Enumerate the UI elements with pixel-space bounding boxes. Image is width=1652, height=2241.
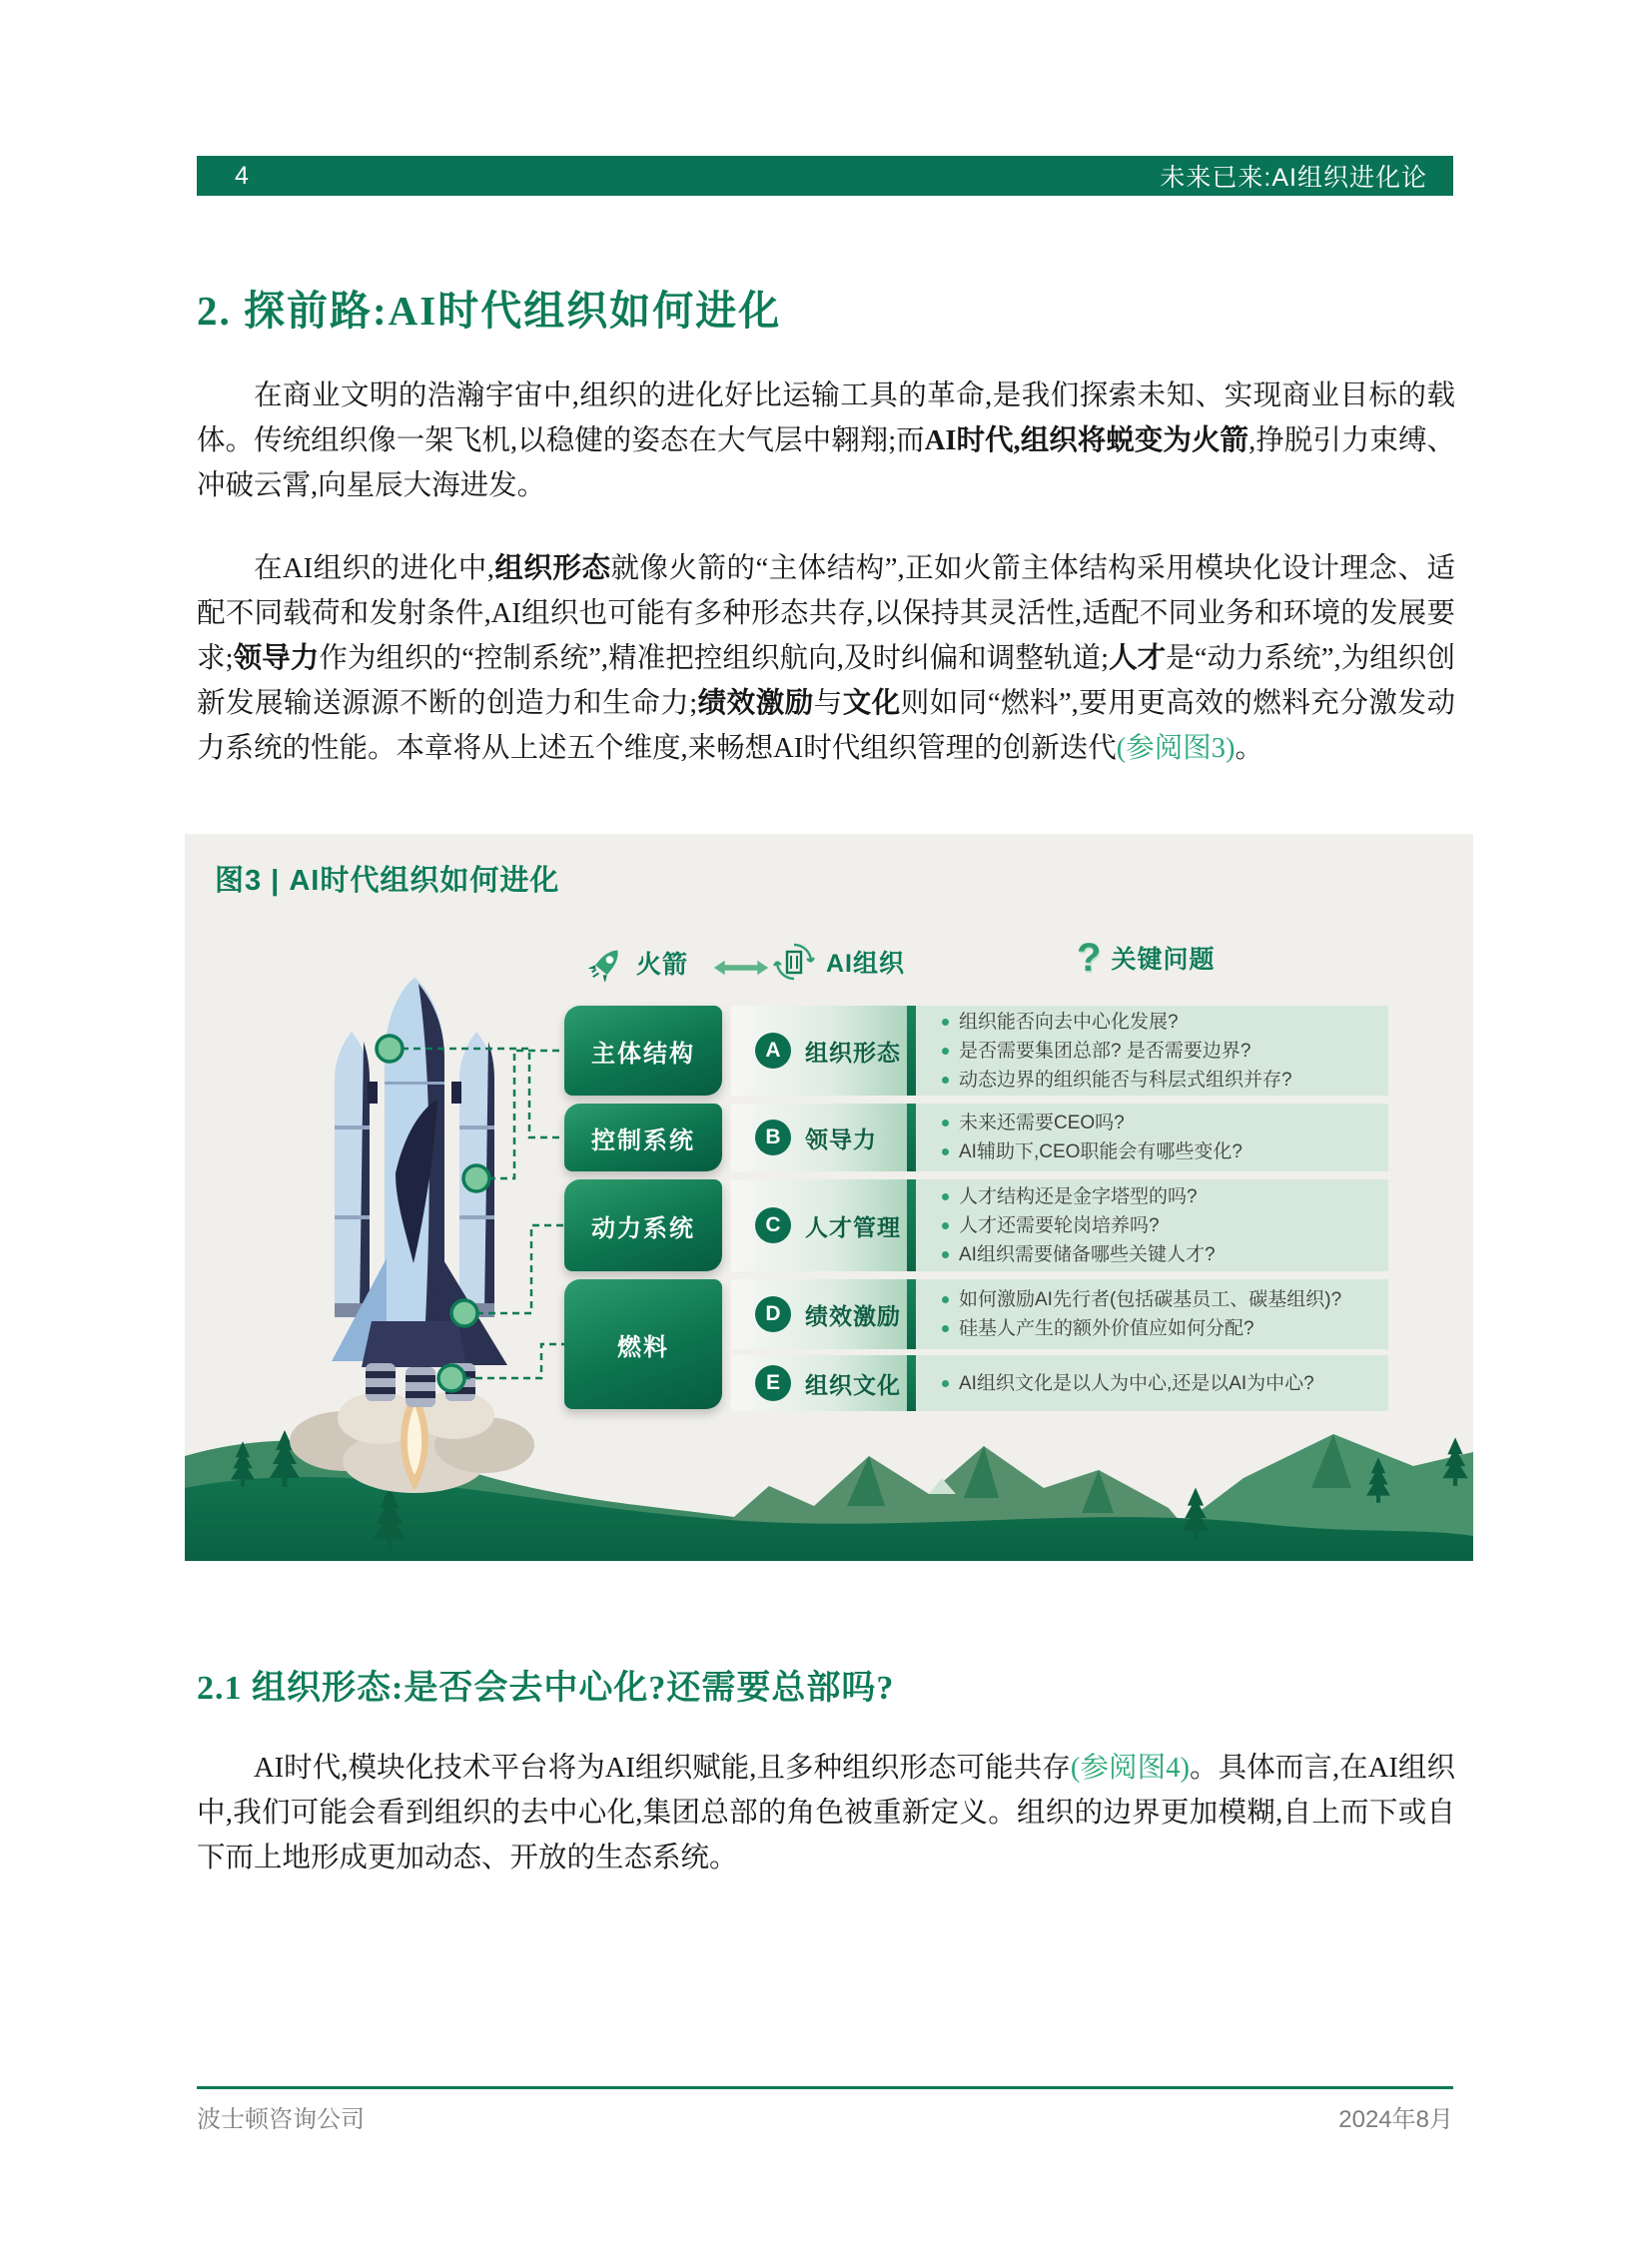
key-questions-box (916, 1006, 1388, 1096)
question-item: 硅基人产生的额外价值应如何分配? (942, 1315, 1380, 1342)
legend-rocket-label: 火箭 (636, 951, 689, 979)
legend-questions-label: 关键问题 (1111, 946, 1216, 974)
section-2-heading: 2. 探前路:AI时代组织如何进化 (197, 288, 782, 334)
key-questions-box (916, 1355, 1388, 1411)
dimension-letter-badge: A (755, 1033, 791, 1069)
question-item: 动态边界的组织能否与科层式组织并存? (942, 1067, 1380, 1094)
figure4-reference-link[interactable]: (参阅图4) (1070, 1753, 1190, 1784)
paragraph-3 (197, 1746, 1455, 1880)
paragraph-2-bold: 人才 (1109, 643, 1167, 674)
rocket-part-box: 控制系统 (564, 1104, 722, 1171)
paragraph-2-text: 。 (1235, 733, 1263, 764)
dimension-box (731, 1279, 916, 1349)
page-footer (197, 2099, 1453, 2134)
key-questions-box (916, 1179, 1388, 1271)
dimension-label: 领导力 (805, 1125, 877, 1152)
paragraph-2 (197, 546, 1455, 771)
dimension-letter-badge: E (755, 1365, 791, 1401)
dimension-box (731, 1179, 916, 1271)
rocket-part-box: 主体结构 (564, 1006, 722, 1096)
legend-org (772, 940, 905, 984)
paragraph-2-text: 在AI组织的进化中, (254, 553, 494, 584)
footer-company: 波士顿咨询公司 (197, 2106, 365, 2133)
paragraph-3-text: 。具体而言,在AI组织中,我们可能会看到组织的去中心化,集团总部的角色被重新定义。组织的边界更加模糊,自上而下或自下而上地形成更加动态、开放的生态系统。 (197, 1753, 1455, 1873)
dimension-label: 组织文化 (805, 1371, 901, 1398)
footer-date: 2024年8月 (1338, 2106, 1453, 2133)
shuttle-body (385, 978, 444, 1321)
dimension-box (731, 1006, 916, 1096)
question-mark-icon: ? (1077, 936, 1102, 980)
question-item: 未来还需要CEO吗? (942, 1110, 1380, 1136)
paragraph-2-bold: 文化 (842, 688, 901, 719)
question-item: 人才结构还是金字塔型的吗? (942, 1183, 1380, 1210)
dimension-letter-badge: C (755, 1207, 791, 1243)
dimension-label: 人才管理 (805, 1213, 901, 1240)
paragraph-1-text: 在商业文明的浩瀚宇宙中,组织的进化好比运输工具的革命,是我们探索未知、实现商业目标的载体。传统组织像一架飞机,以稳健的姿态在大气层中翱翔;而 (197, 380, 1455, 456)
question-item: AI组织文化是以人为中心,还是以AI为中心? (942, 1370, 1380, 1397)
question-item: AI组织需要储备哪些关键人才? (942, 1241, 1380, 1268)
paragraph-1 (197, 374, 1455, 508)
dimension-letter-badge: B (755, 1120, 791, 1155)
shuttle-illustration (280, 964, 564, 1503)
exchange-arrows-icon (712, 955, 770, 981)
dimension-label: 组织形态 (805, 1039, 901, 1066)
paragraph-2-bold: 绩效激励 (697, 688, 814, 719)
rocket-part-box: 动力系统 (564, 1179, 722, 1271)
paragraph-3-text: AI时代,模块化技术平台将为AI组织赋能,且多种组织形态可能共存 (254, 1753, 1071, 1784)
dimension-box (731, 1104, 916, 1171)
paragraph-2-text: 就像火箭的“主体结构”,正如火箭主体结构采用模块化设计理念、适配不同载荷和发射条件,AI组织也可能有多种形态共存,以保持其灵活性,适配不同业务和环境的发展要求; (197, 553, 1455, 674)
figure-title: 图3 | AI时代组织如何进化 (215, 865, 560, 897)
paragraph-2-text: 与 (813, 688, 843, 719)
paragraph-2-text: 作为组织的“控制系统”,精准把控组织航向,及时纠偏和调整轨道; (319, 643, 1110, 674)
footer-divider (197, 2086, 1453, 2089)
dimension-letter-badge: D (755, 1296, 791, 1332)
key-questions-box (916, 1279, 1388, 1349)
paragraph-2-bold: 组织形态 (493, 553, 611, 584)
question-item: 人才还需要轮岗培养吗? (942, 1212, 1380, 1239)
paragraph-1-text: ,挣脱引力束缚、冲破云霄,向星辰大海进发。 (197, 425, 1455, 501)
question-item: 是否需要集团总部? 是否需要边界? (942, 1038, 1380, 1065)
rocket-icon (588, 944, 626, 982)
dimension-label: 绩效激励 (805, 1302, 901, 1329)
paragraph-2-text: 则如同“燃料”,要用更高效的燃料充分激发动力系统的性能。本章将从上述五个维度,来畅想AI时代组织管理的创新迭代 (197, 688, 1455, 764)
dimension-box (731, 1355, 916, 1411)
key-questions-box (916, 1104, 1388, 1171)
question-item: 如何激励AI先行者(包括碳基员工、碳基组织)? (942, 1286, 1380, 1313)
page-header-bar (197, 156, 1453, 196)
question-item: 组织能否向去中心化发展? (942, 1009, 1380, 1036)
section-2-1-heading: 2.1 组织形态:是否会去中心化?还需要总部吗? (197, 1670, 895, 1707)
paragraph-2-bold: 领导力 (233, 643, 320, 674)
rocket-part-box: 燃料 (564, 1279, 722, 1409)
figure-3 (185, 834, 1473, 1561)
report-title: 未来已来:AI组织进化论 (1160, 164, 1427, 192)
paragraph-2-text: 是“动力系统”,为组织创新发展输送源源不断的创造力和生命力; (197, 643, 1455, 719)
legend-rocket (588, 944, 688, 982)
figure3-reference-link[interactable]: (参阅图3) (1116, 733, 1236, 764)
legend-questions (1077, 938, 1215, 978)
page-number: 4 (235, 161, 249, 190)
question-item: AI辅助下,CEO职能会有哪些变化? (942, 1138, 1380, 1165)
booster-left (335, 1032, 370, 1317)
legend-org-label: AI组织 (826, 950, 906, 978)
org-building-icon (772, 940, 816, 984)
paragraph-1-bold: AI时代,组织将蜕变为火箭 (924, 425, 1249, 456)
